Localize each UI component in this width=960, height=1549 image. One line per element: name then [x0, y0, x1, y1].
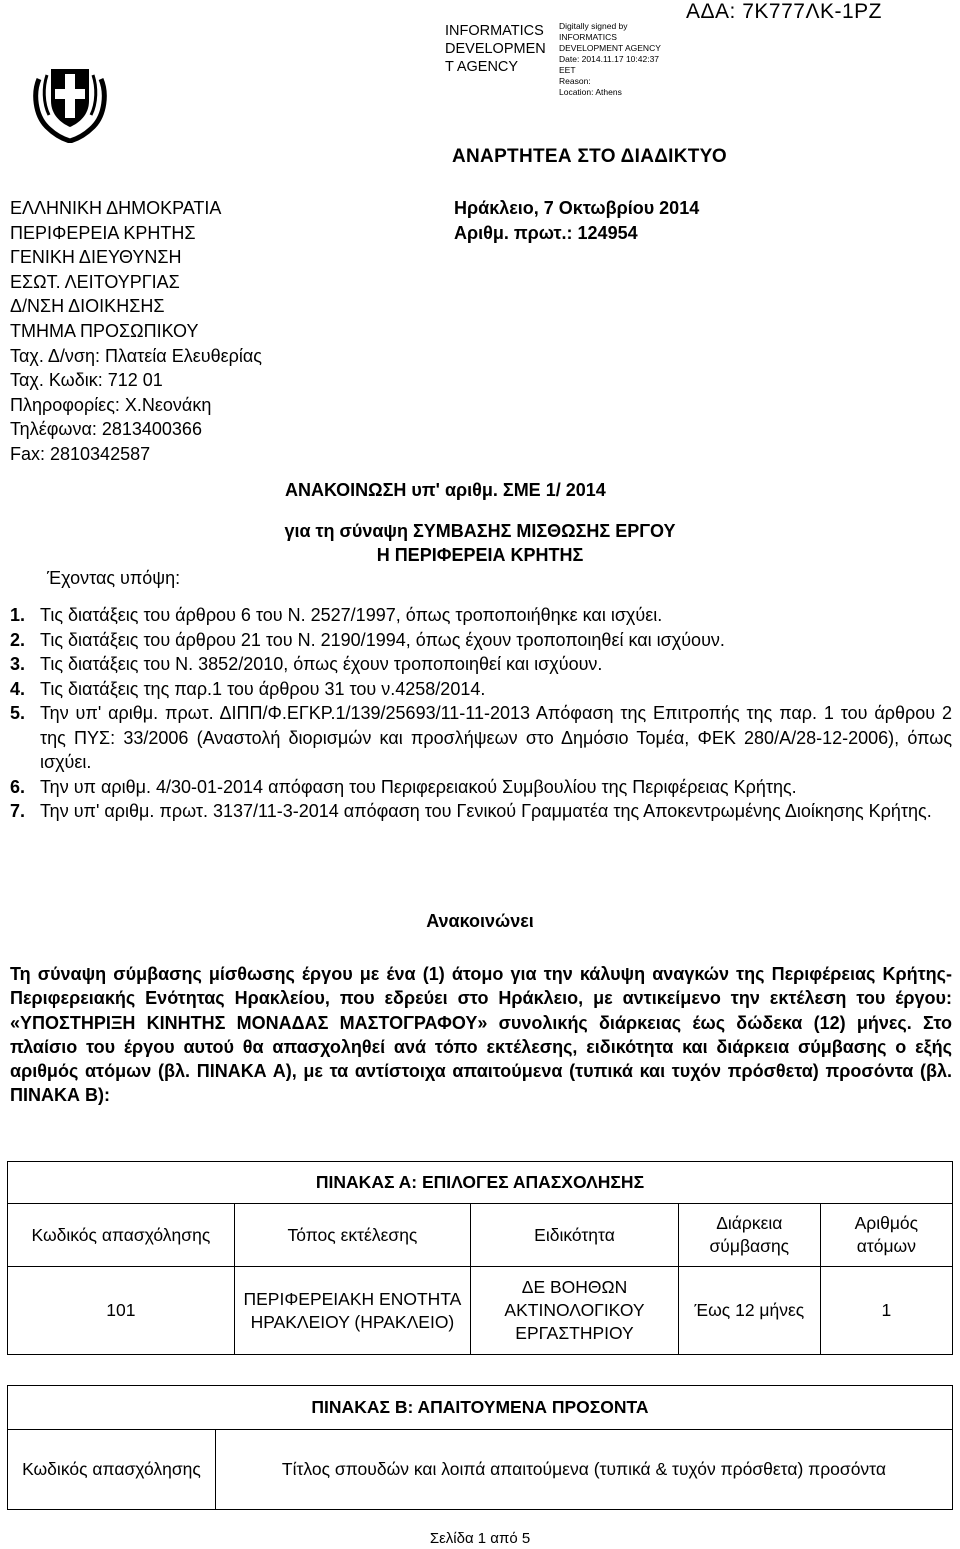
signature-detail-line: DEVELOPMENT AGENCY [559, 43, 661, 53]
header-line: Πληροφορίες: Χ.Νεονάκη [10, 394, 212, 415]
table-cell: ΔΕ ΒΟΗΘΩΝ ΑΚΤΙΝΟΛΟΓΙΚΟΥ ΕΡΓΑΣΤΗΡΙΟΥ [471, 1267, 679, 1355]
header-line: ΤΜΗΜΑ ΠΡΟΣΩΠΙΚΟΥ [10, 320, 199, 341]
column-header: Ειδικότητα [471, 1204, 679, 1267]
list-item [10, 628, 952, 653]
ada-code: ΑΔΑ: 7Κ777ΛΚ-1ΡΖ [686, 0, 882, 23]
having-considered-label: Έχοντας υπόψη: [47, 568, 181, 588]
table-cell: 1 [820, 1267, 952, 1355]
header-line: ΓΕΝΙΚΗ ΔΙΕΥΘΥΝΣΗ [10, 247, 182, 268]
signature-detail-line: Location: Athens [559, 87, 622, 97]
employment-options-table [7, 1161, 953, 1355]
greek-coat-of-arms-icon [27, 57, 113, 143]
header-line: Fax: 2810342587 [10, 443, 151, 464]
signature-detail-line: Date: 2014.11.17 10:42:37 [559, 54, 660, 64]
announcement-subtitle [240, 519, 720, 567]
announcement-body: Τη σύναψη σύμβασης μίσθωσης έργου με ένα (1) άτομο για την κάλυψη αναγκών της Περιφέρειας Κρήτης- Περιφερειακής Ενότητας Ηρακλείου, που εδρεύει στο Ηράκλειο, με αντικείμενο την εκτέλεση του έργου: «ΥΠΟΣΤΗΡΙΞΗ ΚΙΝΗΤΗΣ ΜΟΝΑΔΑΣ ΜΑΣΤΟΓΡΑΦΟΥ» συνολικής διάρκειας έως δώδεκα (12) μήνες. Στο πλαίσιο του έργου αυτού θα απασχοληθεί ανά τόπο εκτέλεσης, ειδικότητα και διάρκεια σύμβασης ο εξής αριθμός ατόμων (βλ. ΠΙΝΑΚΑ Α), με τα αντίστοιχα απαιτούμενα (τυπικά και τυχόν πρόσθετα) προσόντα (βλ. ΠΙΝΑΚΑ Β): [10, 964, 952, 1106]
signature-details [559, 21, 661, 98]
signature-name-line: T AGENCY [445, 59, 519, 75]
announcement-subtitle-line: για τη σύναψη ΣΥΜΒΑΣΗΣ ΜΙΣΘΩΣΗΣ ΕΡΓΟΥ [284, 521, 676, 541]
list-item [10, 701, 952, 775]
signature-detail-line: Reason: [559, 76, 591, 86]
list-text: Την υπ' αριθμ. πρωτ. ΔΙΠΠ/Φ.ΕΓΚΡ.1/139/25693/11-11-2013 Απόφαση της Επιτροπής της παρ. 1 του άρθρου 2 της ΠΥΣ: 33/2006 (Αναστολή διορισμών και προσλήψεων στο Δημόσιο Τομέα, ΦΕΚ 280/Α/28-12-2006), όπως ισχύει. [40, 703, 952, 772]
header-line: Ταχ. Δ/νση: Πλατεία Ελευθερίας [10, 345, 262, 366]
header-line: ΕΛΛΗΝΙΚΗ ΔΗΜΟΚΡΑΤΙΑ [10, 198, 222, 218]
list-text: Τις διατάξεις του Ν. 3852/2010, όπως έχουν τροποποιηθεί και ισχύουν. [40, 654, 603, 674]
list-text: Την υπ αριθμ. 4/30-01-2014 απόφαση του Περιφερειακού Συμβουλίου της Περιφέρειας Κρήτης. [40, 776, 797, 797]
list-number: 2. [10, 629, 26, 650]
table-cell: ΠΕΡΙΦΕΡΕΙΑΚΗ ΕΝΟΤΗΤΑ ΗΡΑΚΛΕΙΟΥ (ΗΡΑΚΛΕΙΟ) [234, 1267, 470, 1355]
list-number: 6. [10, 776, 26, 797]
list-item [10, 677, 952, 702]
issuer-header [10, 196, 262, 467]
list-number: 7. [10, 801, 26, 821]
list-text: Τις διατάξεις του άρθρου 21 του Ν. 2190/1994, όπως έχουν τροποποιηθεί και ισχύουν. [40, 629, 725, 650]
signature-detail-line: INFORMATICS [559, 32, 617, 42]
column-header: Τίτλος σπουδών και λοιπά απαιτούμενα (τυπικά & τυχόν πρόσθετα) προσόντα [215, 1430, 952, 1510]
list-text: Τις διατάξεις του άρθρου 6 του Ν. 2527/1997, όπως τροποποιήθηκε και ισχύει. [40, 605, 663, 625]
list-text: Την υπ' αριθμ. πρωτ. 3137/11-3-2014 απόφαση του Γενικού Γραμματέα της Αποκεντρωμένης Διοίκησης Κρήτης. [40, 801, 932, 821]
table-cell: Έως 12 μήνες [678, 1267, 820, 1355]
header-line: ΠΕΡΙΦΕΡΕΙΑ ΚΡΗΤΗΣ [10, 222, 196, 243]
list-number: 3. [10, 654, 26, 674]
list-item [10, 775, 952, 800]
table-row [8, 1267, 953, 1355]
signature-name-line: INFORMATICS [445, 23, 544, 39]
announcement-subtitle-line: Η ΠΕΡΙΦΕΡΕΙΑ ΚΡΗΤΗΣ [376, 545, 584, 565]
column-header: Αριθμός ατόμων [820, 1204, 952, 1267]
signature-name-line: DEVELOPMEN [445, 41, 546, 57]
header-line: ΕΣΩΤ. ΛΕΙΤΟΥΡΓΙΑΣ [10, 271, 180, 292]
list-item [10, 603, 952, 628]
column-header: Κωδικός απασχόλησης [8, 1204, 235, 1267]
list-number: 5. [10, 703, 26, 723]
column-header: Διάρκεια σύμβασης [678, 1204, 820, 1267]
protocol-number: Αριθμ. πρωτ.: 124954 [454, 222, 638, 243]
list-item [10, 652, 952, 677]
considerations-list [10, 603, 952, 824]
page-number: Σελίδα 1 από 5 [429, 1530, 531, 1547]
header-line: Ταχ. Κωδικ: 712 01 [10, 370, 163, 391]
signature-detail-line: EET [559, 65, 576, 75]
table-caption: ΠΙΝΑΚΑΣ Β: ΑΠΑΙΤΟΥΜΕΝΑ ΠΡΟΣΟΝΤΑ [8, 1386, 953, 1430]
list-text: Τις διατάξεις της παρ.1 του άρθρου 31 του ν.4258/2014. [40, 678, 486, 699]
table-cell: 101 [8, 1267, 235, 1355]
date-line: Ηράκλειο, 7 Οκτωβρίου 2014 [454, 198, 700, 218]
required-qualifications-table [7, 1385, 953, 1510]
posting-label: ΑΝΑΡΤΗΤΕΑ ΣΤΟ ΔΙΑΔΙΚΤΥΟ [452, 146, 728, 167]
column-header: Κωδικός απασχόλησης [8, 1430, 216, 1510]
header-line: Τηλέφωνα: 2813400366 [10, 419, 202, 440]
list-number: 4. [10, 678, 26, 699]
signature-signer-name [445, 22, 546, 76]
announces-heading: Ανακοινώνει [426, 911, 534, 931]
date-and-protocol [454, 196, 699, 245]
header-line: Δ/ΝΣΗ ΔΙΟΙΚΗΣΗΣ [10, 296, 165, 317]
table-caption: ΠΙΝΑΚΑΣ Α: ΕΠΙΛΟΓΕΣ ΑΠΑΣΧΟΛΗΣΗΣ [8, 1162, 953, 1204]
list-number: 1. [10, 605, 26, 625]
signature-detail-line: Digitally signed by [559, 21, 628, 31]
announcement-title: ΑΝΑΚΟΙΝΩΣΗ υπ' αριθμ. ΣΜΕ 1/ 2014 [285, 480, 606, 500]
list-item [10, 799, 952, 824]
column-header: Τόπος εκτέλεσης [234, 1204, 470, 1267]
